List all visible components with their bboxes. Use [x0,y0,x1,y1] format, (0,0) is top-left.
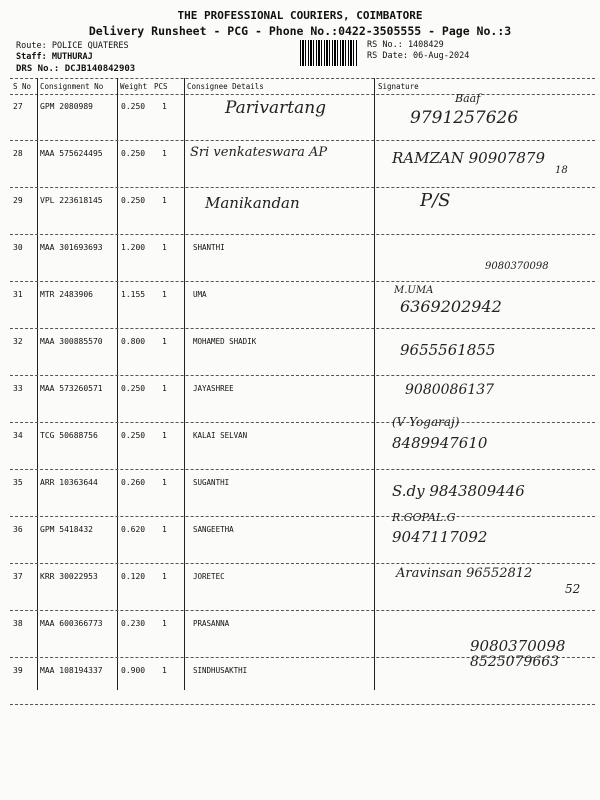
signature-text: P/S [420,190,451,211]
pieces-count: 1 [162,337,167,346]
pieces-count: 1 [162,149,167,158]
weight-value: 0.620 [121,525,146,534]
serial-number: 37 [13,572,23,581]
table-row [0,329,600,376]
header-consignment: Consignment No [40,82,104,91]
consignment-number: TCG 50688756 [40,431,98,440]
rs-date: RS Date: 06-Aug-2024 [367,51,470,61]
header-consignee: Consignee Details [187,82,264,91]
pieces-count: 1 [162,290,167,299]
consignment-number: MAA 573260571 [40,384,103,393]
consignment-number: MAA 108194337 [40,666,103,675]
consignment-number: MAA 300885570 [40,337,103,346]
signature-text: Baaf [455,92,481,105]
serial-number: 39 [13,666,23,675]
pieces-count: 1 [162,196,167,205]
weight-value: 1.200 [121,243,146,252]
consignee-name: SHANTHI [193,243,225,252]
weight-value: 0.250 [121,149,146,158]
serial-number: 31 [13,290,23,299]
consignee-handwritten-name: Manikandan [205,194,300,212]
consignment-number: MTR 2483906 [40,290,93,299]
serial-number: 27 [13,102,23,111]
signature-text: 8489947610 [392,434,488,452]
weight-value: 0.250 [121,102,146,111]
consignment-number: GPM 5418432 [40,525,93,534]
table-row [0,415,600,470]
weight-value: 1.155 [121,290,146,299]
route-label: Route: POLICE QUATERES [16,41,129,51]
serial-number: 34 [13,431,23,440]
consignment-number: ARR 10363644 [40,478,98,487]
signature-text: R.GOPAL.G [392,511,456,524]
consignee-handwritten-name: Sri venkateswara AP [190,145,328,160]
signature-text: Aravinsan 96552812 [396,566,533,581]
signature-text: 52 [565,582,581,596]
consignee-name: JORETEC [193,572,225,581]
serial-number: 32 [13,337,23,346]
row-separator [10,704,595,705]
runsheet-title: THE PROFESSIONAL COURIERS, COIMBATORE [177,9,423,22]
weight-value: 0.260 [121,478,146,487]
drs-number: DRS No.: DCJB140842903 [16,64,136,74]
serial-number: 28 [13,149,23,158]
rs-number: RS No.: 1408429 [367,40,444,50]
consignee-name: SINDHUSAKTHI [193,666,248,675]
pieces-count: 1 [162,525,167,534]
table-top-border [10,78,595,79]
pieces-count: 1 [162,478,167,487]
consignee-name: KALAI SELVAN [193,431,248,440]
signature-text: (V Yogaraj) [392,415,460,429]
signature-text: 6369202942 [400,297,502,316]
weight-value: 0.250 [121,431,146,440]
serial-number: 30 [13,243,23,252]
header-signature: Signature [378,82,419,91]
consignee-name: JAYASHREE [193,384,234,393]
table-row [0,94,600,141]
table-row [0,282,600,329]
table-row [0,470,600,517]
weight-value: 0.230 [121,619,146,628]
header-pcs: PCS [154,82,168,91]
serial-number: 36 [13,525,23,534]
consignee-name: PRASANNA [193,619,230,628]
signature-text: 9047117092 [392,528,488,546]
signature-text: 9655561855 [400,341,496,359]
pieces-count: 1 [162,384,167,393]
table-row [0,654,600,705]
signature-text: 9080370098 [470,637,566,655]
serial-number: 29 [13,196,23,205]
pieces-count: 1 [162,572,167,581]
table-row [0,511,600,564]
table-row [0,376,600,423]
consignee-name: SANGEETHA [193,525,234,534]
consignee-handwritten-name: Parivartang [225,98,327,118]
table-row [0,141,600,188]
staff-label: Staff: MUTHURAJ [16,52,93,62]
consignment-number: MAA 575624495 [40,149,103,158]
consignment-number: MAA 600366773 [40,619,103,628]
pieces-count: 1 [162,619,167,628]
signature-text: M.UMA [394,285,434,296]
consignee-name: SUGANTHI [193,478,230,487]
pieces-count: 1 [162,102,167,111]
signature-text: 9791257626 [410,108,519,128]
signature-text: 8525079663 [470,654,560,670]
pieces-count: 1 [162,431,167,440]
signature-text: 18 [555,165,568,176]
weight-value: 0.900 [121,666,146,675]
header-sno: S No [13,82,32,91]
barcode [300,40,358,66]
table-row [0,188,600,235]
weight-value: 0.120 [121,572,146,581]
consignment-number: GPM 2080989 [40,102,93,111]
weight-value: 0.800 [121,337,146,346]
signature-text: 9080086137 [405,382,495,398]
consignment-number: MAA 301693693 [40,243,103,252]
signature-text: S.dy 9843809446 [392,482,525,500]
serial-number: 38 [13,619,23,628]
serial-number: 33 [13,384,23,393]
consignment-number: KRR 30022953 [40,572,98,581]
weight-value: 0.250 [121,196,146,205]
runsheet-subtitle: Delivery Runsheet - PCG - Phone No.:0422-3505555 - Page No.:3 [88,24,512,38]
table-row [0,611,600,658]
consignment-number: VPL 223618145 [40,196,103,205]
serial-number: 35 [13,478,23,487]
pieces-count: 1 [162,666,167,675]
consignee-name: MOHAMED SHADIK [193,337,257,346]
pieces-count: 1 [162,243,167,252]
table-row [0,564,600,611]
header-weight: Weight [120,82,148,91]
signature-text: 9080370098 [485,261,549,272]
weight-value: 0.250 [121,384,146,393]
table-row [0,235,600,282]
consignee-name: UMA [193,290,207,299]
signature-text: RAMZAN 90907879 [392,149,545,167]
